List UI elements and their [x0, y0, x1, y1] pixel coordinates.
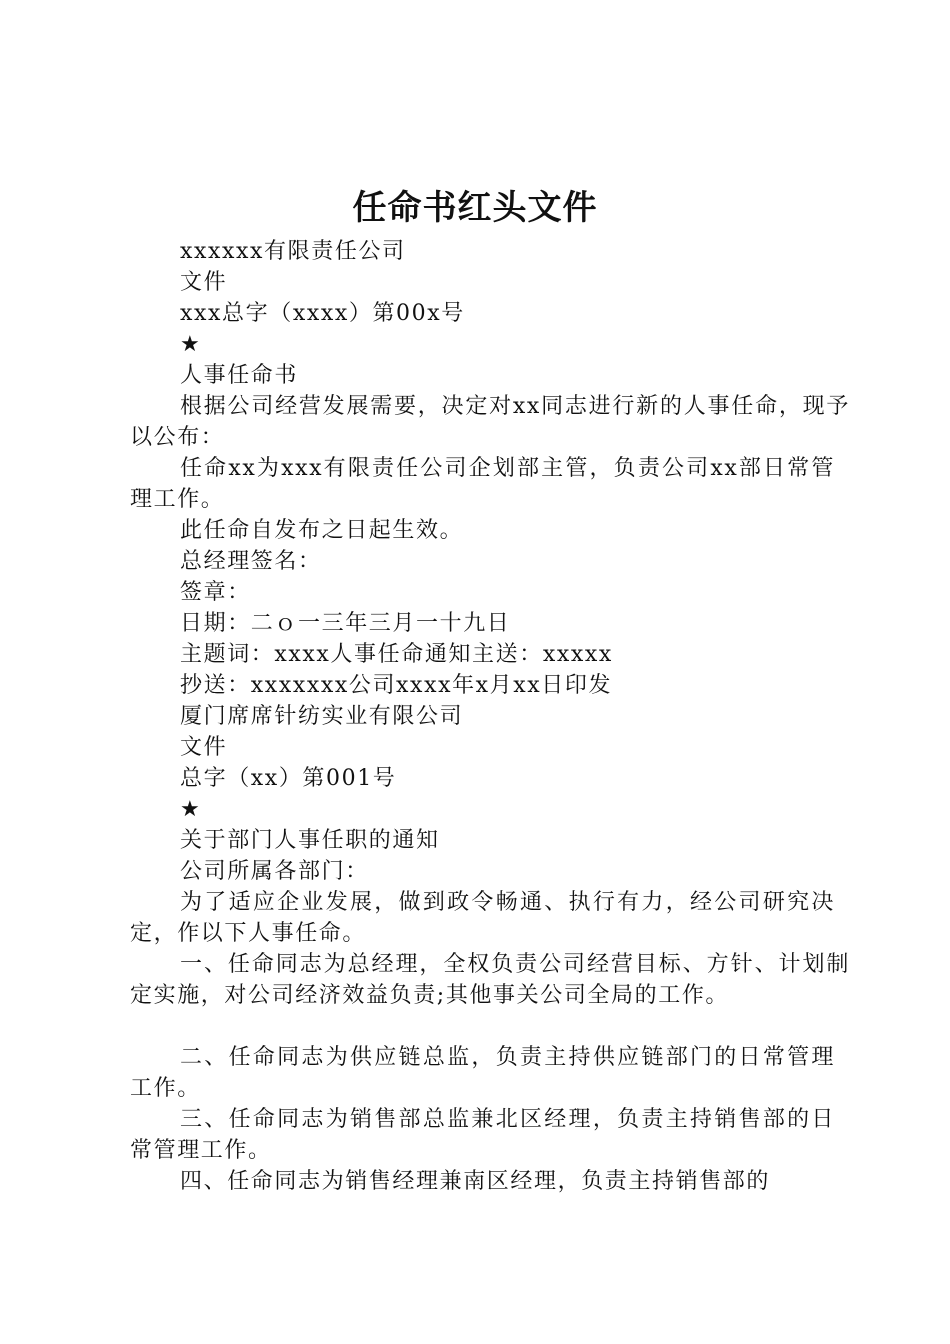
blank-line [130, 1011, 835, 1042]
seal-label: 签章： [180, 580, 251, 605]
recipients-line: 公司所属各部门： [180, 859, 369, 884]
document-number: 总字（xx）第001号 [180, 766, 397, 791]
appointment-item: 二、任命同志为供应链总监，负责主持供应链部门的日常管理工作。 [130, 1045, 835, 1101]
document-label: 文件 [180, 735, 228, 760]
notice-intro-paragraph: 为了适应企业发展，做到政令畅通、执行有力，经公司研究决定，作以下人事任命。 [130, 890, 835, 946]
company-name: xxxxxx有限责任公司 [180, 239, 406, 264]
document-subject: 人事任命书 [180, 363, 299, 388]
document-label: 文件 [180, 270, 228, 295]
star-icon: ★ [180, 797, 202, 822]
intro-paragraph: 根据公司经营发展需要，决定对xx同志进行新的人事任命，现予以公布： [130, 394, 850, 450]
document-number: xxx总字（xxxx）第00x号 [180, 301, 465, 326]
company-name: 厦门席席针纺实业有限公司 [180, 704, 464, 729]
cc-line: 抄送：xxxxxxx公司xxxx年x月xx日印发 [180, 673, 613, 698]
star-icon: ★ [180, 332, 202, 357]
notice-subject: 关于部门人事任职的通知 [180, 828, 440, 853]
date-line: 日期：二ｏ一三年三月一十九日 [180, 611, 511, 636]
appointment-item: 四、任命同志为销售经理兼南区经理，负责主持销售部的 [180, 1169, 771, 1194]
effective-statement: 此任命自发布之日起生效。 [180, 518, 464, 543]
document-title: 任命书红头文件 [352, 188, 598, 228]
appointment-paragraph: 任命xx为xxx有限责任公司企划部主管，负责公司xx部日常管理工作。 [130, 456, 835, 512]
appointment-item: 三、任命同志为销售部总监兼北区经理，负责主持销售部的日常管理工作。 [130, 1107, 835, 1163]
appointment-item: 一、任命同志为总经理，全权负责公司经营目标、方针、计划制定实施，对公司经济效益负责;其他事关公司全局的工作。 [130, 952, 850, 1008]
gm-signature-label: 总经理签名： [180, 549, 322, 574]
keywords-line: 主题词：xxxx人事任命通知主送：xxxxx [180, 642, 613, 667]
document-body [130, 236, 850, 1197]
